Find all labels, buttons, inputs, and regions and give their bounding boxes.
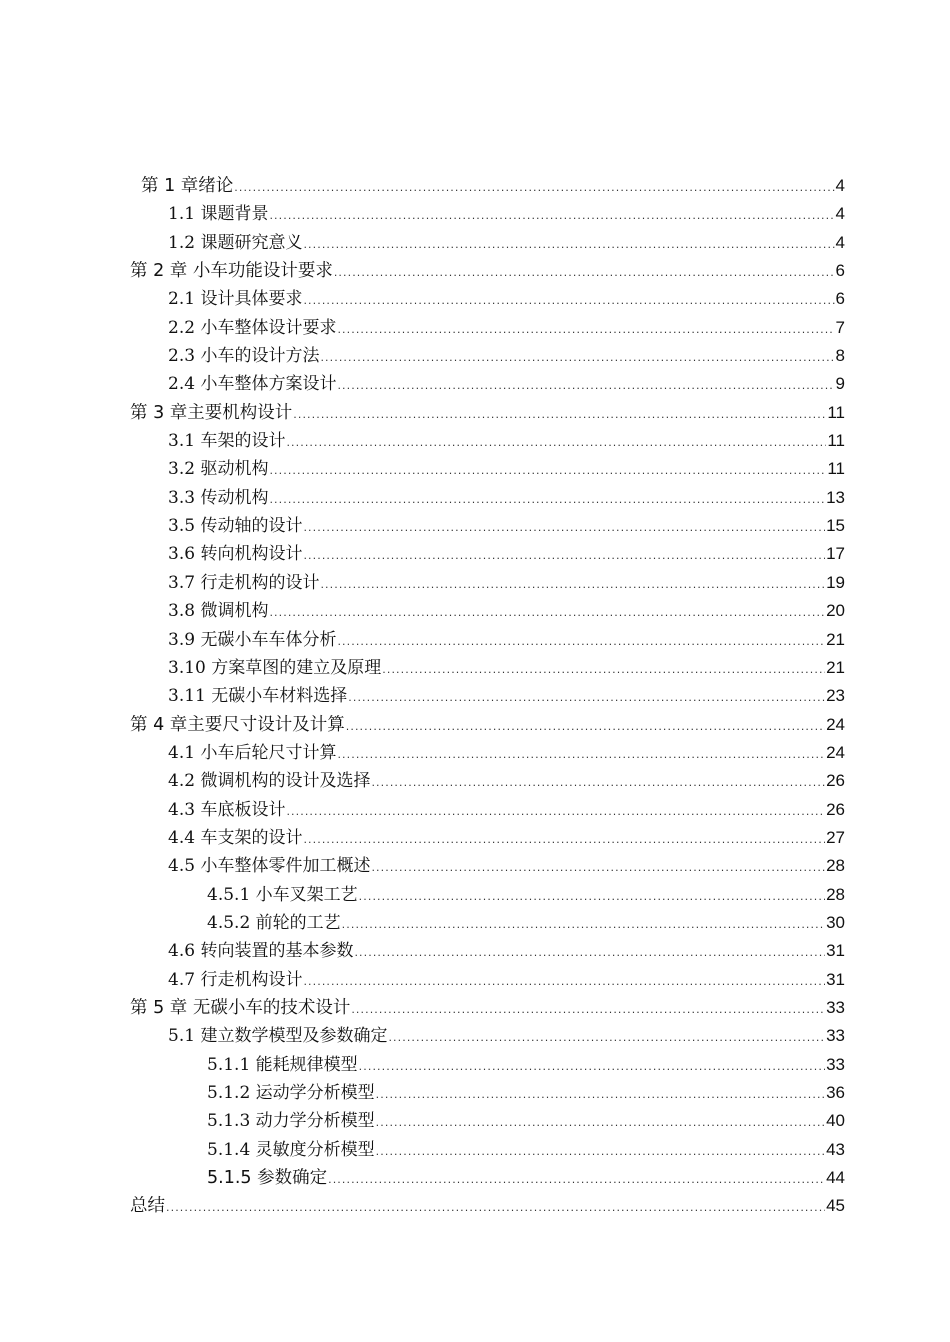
toc-entry[interactable] xyxy=(0,1022,950,1050)
toc-entry-title: 3.5 传动轴的设计 xyxy=(168,516,303,537)
toc-entry-title: 4.1 小车后轮尺寸计算 xyxy=(168,742,337,763)
toc-entry-page-number: 45 xyxy=(826,1196,845,1216)
toc-entry[interactable] xyxy=(0,285,950,313)
toc-entry-page-number: 26 xyxy=(826,771,845,791)
toc-entry-title: 3.3 传动机构 xyxy=(168,487,269,508)
toc-entry-title: 4.7 行走机构设计 xyxy=(168,969,303,990)
toc-entry-page-number: 8 xyxy=(835,346,845,366)
toc-entry[interactable] xyxy=(0,909,950,937)
toc-entry-title: 3.7 行走机构的设计 xyxy=(168,572,320,593)
toc-entry-page-number: 33 xyxy=(826,1054,845,1074)
toc-entry-title: 第 2 章 小车功能设计要求 xyxy=(130,261,333,282)
toc-entry-page-number: 11 xyxy=(827,459,845,479)
toc-entry-title: 2.3 小车的设计方法 xyxy=(168,346,320,367)
toc-entry-page-number: 40 xyxy=(826,1111,845,1131)
toc-entry-title: 3.9 无碳小车车体分析 xyxy=(168,629,337,650)
toc-dot-leader xyxy=(286,429,826,457)
toc-entry-page-number: 27 xyxy=(826,827,845,847)
toc-entry-page-number: 4 xyxy=(835,232,845,252)
toc-entry[interactable] xyxy=(0,512,950,540)
toc-dot-leader xyxy=(376,1138,825,1166)
toc-entry[interactable] xyxy=(0,172,950,200)
toc-entry[interactable] xyxy=(0,200,950,228)
toc-entry-title: 1.1 课题背景 xyxy=(168,204,269,225)
toc-entry[interactable] xyxy=(0,881,950,909)
toc-dot-leader xyxy=(269,202,834,230)
toc-dot-leader xyxy=(269,457,826,485)
toc-dot-leader xyxy=(166,1194,825,1222)
toc-entry-page-number: 36 xyxy=(826,1083,845,1102)
toc-entry-page-number: 21 xyxy=(826,657,845,677)
toc-entry-title: 4.6 转向装置的基本参数 xyxy=(168,941,354,962)
toc-dot-leader xyxy=(303,231,834,259)
toc-dot-leader xyxy=(346,713,825,741)
toc-entry[interactable] xyxy=(0,711,950,739)
toc-dot-leader xyxy=(337,628,825,656)
toc-entry-page-number: 15 xyxy=(826,516,845,536)
toc-entry[interactable] xyxy=(0,540,950,568)
toc-dot-leader xyxy=(376,1081,825,1109)
toc-entry-title: 4.3 车底板设计 xyxy=(168,799,286,820)
toc-entry[interactable] xyxy=(0,767,950,795)
toc-entry-title: 4.4 车支架的设计 xyxy=(168,827,303,848)
toc-entry-page-number: 11 xyxy=(827,402,845,422)
toc-dot-leader xyxy=(293,401,826,429)
toc-entry-page-number: 31 xyxy=(826,941,845,961)
toc-dot-leader xyxy=(320,344,834,372)
toc-entry-page-number: 20 xyxy=(826,601,845,621)
toc-entry-page-number: 31 xyxy=(826,969,845,989)
toc-dot-leader xyxy=(269,599,825,627)
toc-entry-title: 3.1 车架的设计 xyxy=(168,431,286,452)
toc-entry[interactable] xyxy=(0,937,950,965)
toc-entry-page-number: 21 xyxy=(826,629,845,649)
toc-entry-page-number: 4 xyxy=(835,204,845,224)
toc-dot-leader xyxy=(359,1053,825,1081)
toc-dot-leader xyxy=(320,571,825,599)
toc-entry-title: 第 4 章主要尺寸设计及计算 xyxy=(130,714,345,735)
toc-entry[interactable] xyxy=(0,1164,950,1192)
toc-entry[interactable] xyxy=(0,342,950,370)
toc-entry[interactable] xyxy=(0,229,950,257)
toc-entry[interactable] xyxy=(0,824,950,852)
toc-entry-title: 4.5 小车整体零件加工概述 xyxy=(168,856,371,877)
toc-entry[interactable] xyxy=(0,739,950,767)
toc-dot-leader xyxy=(376,1109,825,1137)
toc-entry[interactable] xyxy=(0,626,950,654)
toc-dot-leader xyxy=(371,854,825,882)
toc-entry-page-number: 44 xyxy=(826,1168,845,1188)
toc-entry-page-number: 24 xyxy=(826,714,845,734)
toc-entry-page-number: 4 xyxy=(835,176,845,195)
toc-entry-title: 4.2 微调机构的设计及选择 xyxy=(168,771,371,792)
toc-entry-page-number: 30 xyxy=(826,912,845,932)
toc-entry-page-number: 6 xyxy=(835,289,845,309)
toc-dot-leader xyxy=(359,883,825,911)
toc-entry[interactable] xyxy=(0,1051,950,1079)
toc-entry-title: 3.6 转向机构设计 xyxy=(168,544,303,565)
toc-entry-page-number: 33 xyxy=(826,1026,845,1046)
toc-dot-leader xyxy=(328,1166,825,1194)
toc-entry-page-number: 11 xyxy=(827,431,845,451)
toc-dot-leader xyxy=(354,939,825,967)
toc-dot-leader xyxy=(337,741,825,769)
toc-dot-leader xyxy=(351,996,825,1024)
toc-dot-leader xyxy=(337,316,834,344)
toc-entry-title: 5.1.3 动力学分析模型 xyxy=(207,1111,375,1132)
toc-entry-page-number: 13 xyxy=(826,487,845,507)
toc-entry[interactable] xyxy=(0,569,950,597)
toc-entry-page-number: 23 xyxy=(826,686,845,706)
toc-entry[interactable] xyxy=(0,654,950,682)
toc-entry[interactable] xyxy=(0,852,950,880)
toc-entry-title: 2.1 设计具体要求 xyxy=(168,289,303,310)
toc-entry-title: 1.2 课题研究意义 xyxy=(168,232,303,253)
toc-entry[interactable] xyxy=(0,1192,950,1220)
toc-dot-leader xyxy=(303,542,825,570)
toc-entry[interactable] xyxy=(0,455,950,483)
toc-entry-page-number: 7 xyxy=(835,317,845,337)
toc-entry-title: 5.1.2 运动学分析模型 xyxy=(207,1083,375,1103)
toc-dot-leader xyxy=(382,656,825,684)
toc-entry[interactable] xyxy=(0,966,950,994)
toc-entry-page-number: 24 xyxy=(826,742,845,762)
table-of-contents xyxy=(0,172,950,1221)
toc-dot-leader xyxy=(334,259,835,287)
toc-entry[interactable] xyxy=(0,682,950,710)
toc-entry-title: 2.2 小车整体设计要求 xyxy=(168,317,337,338)
toc-entry[interactable] xyxy=(0,427,950,455)
toc-entry-page-number: 26 xyxy=(826,799,845,819)
toc-entry[interactable] xyxy=(0,484,950,512)
toc-dot-leader xyxy=(303,287,834,315)
toc-entry[interactable] xyxy=(0,314,950,342)
toc-dot-leader xyxy=(371,769,825,797)
toc-dot-leader xyxy=(286,798,825,826)
toc-entry-title: 第 3 章主要机构设计 xyxy=(130,402,293,423)
toc-dot-leader xyxy=(303,968,825,996)
toc-entry-title: 5.1.1 能耗规律模型 xyxy=(207,1054,358,1075)
toc-entry-page-number: 33 xyxy=(826,997,845,1017)
toc-entry[interactable] xyxy=(0,1107,950,1135)
toc-dot-leader xyxy=(234,174,834,202)
toc-entry-title: 5.1.4 灵敏度分析模型 xyxy=(207,1139,375,1160)
toc-entry-page-number: 6 xyxy=(835,261,845,281)
toc-entry-title: 3.11 无碳小车材料选择 xyxy=(168,686,348,707)
toc-entry-title: 2.4 小车整体方案设计 xyxy=(168,374,337,395)
toc-entry[interactable] xyxy=(0,399,950,427)
toc-entry-title: 4.5.1 小车叉架工艺 xyxy=(207,884,358,905)
toc-entry-title: 5.1.5 参数确定 xyxy=(207,1168,328,1189)
toc-entry[interactable] xyxy=(0,1079,950,1107)
toc-entry[interactable] xyxy=(0,796,950,824)
toc-entry-page-number: 28 xyxy=(826,884,845,904)
toc-entry-page-number: 28 xyxy=(826,856,845,876)
toc-dot-leader xyxy=(342,911,825,939)
toc-entry-title: 5.1 建立数学模型及参数确定 xyxy=(168,1026,388,1047)
toc-entry-page-number: 17 xyxy=(826,544,845,564)
toc-dot-leader xyxy=(348,684,825,712)
toc-entry-title: 3.8 微调机构 xyxy=(168,601,269,622)
toc-entry-title: 3.10 方案草图的建立及原理 xyxy=(168,657,382,678)
toc-entry-page-number: 9 xyxy=(835,374,845,394)
toc-entry[interactable] xyxy=(0,257,950,285)
toc-dot-leader xyxy=(303,826,825,854)
toc-dot-leader xyxy=(337,372,834,400)
toc-entry[interactable] xyxy=(0,370,950,398)
toc-entry-page-number: 19 xyxy=(826,572,845,592)
toc-entry-title: 第 1 章绪论 xyxy=(141,176,234,196)
toc-dot-leader xyxy=(303,514,825,542)
toc-entry[interactable] xyxy=(0,597,950,625)
toc-entry[interactable] xyxy=(0,994,950,1022)
toc-dot-leader xyxy=(388,1024,825,1052)
toc-entry[interactable] xyxy=(0,1136,950,1164)
toc-entry-page-number: 43 xyxy=(826,1139,845,1159)
toc-entry-title: 4.5.2 前轮的工艺 xyxy=(207,912,341,933)
toc-entry-title: 总结 xyxy=(130,1196,165,1217)
toc-dot-leader xyxy=(269,486,825,514)
toc-entry-title: 第 5 章 无碳小车的技术设计 xyxy=(130,997,351,1018)
toc-entry-title: 3.2 驱动机构 xyxy=(168,459,269,480)
